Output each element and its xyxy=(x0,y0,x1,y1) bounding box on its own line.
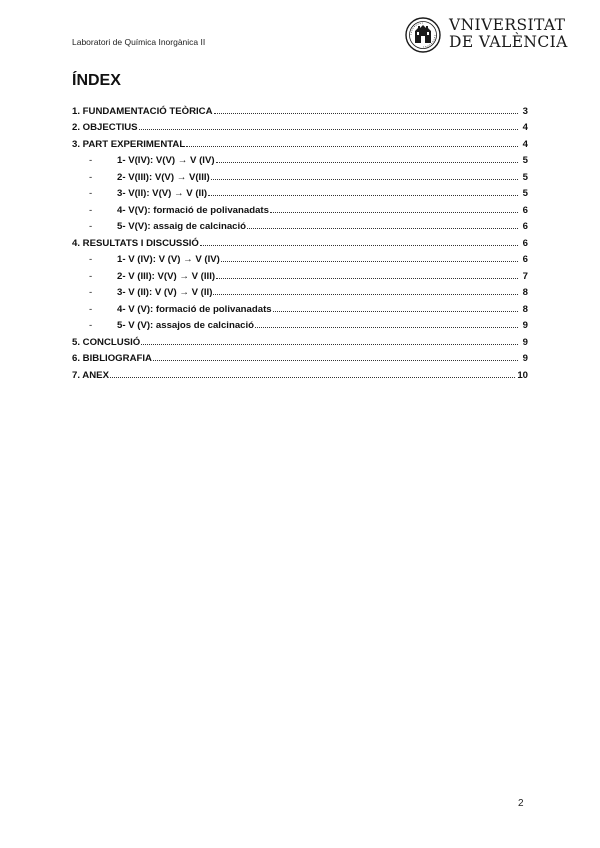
toc-entry[interactable] xyxy=(72,100,528,117)
toc-entry[interactable] xyxy=(72,166,528,183)
toc-dot-leader xyxy=(213,293,518,295)
toc-dot-leader xyxy=(214,112,518,114)
toc-dot-leader xyxy=(270,211,518,213)
toc-entry-page: 5 xyxy=(522,155,528,166)
toc-dot-leader xyxy=(186,145,518,147)
toc-entry-page: 4 xyxy=(522,138,528,150)
toc-bullet: - xyxy=(89,320,93,331)
toc-bullet: - xyxy=(89,254,93,265)
toc-entry-label: 3- V(II): V(V) → V (II) xyxy=(117,188,208,199)
toc-dot-leader xyxy=(200,244,518,246)
toc-entry-page: 9 xyxy=(522,320,528,331)
toc-entry[interactable] xyxy=(72,216,528,233)
toc-entry-label: 5. CONCLUSIÓ xyxy=(72,336,141,348)
toc-entry-page: 4 xyxy=(522,122,528,133)
index-title: ÍNDEX xyxy=(72,72,121,89)
toc-bullet: - xyxy=(89,155,93,166)
toc-entry-page: 3 xyxy=(522,105,528,117)
toc-bullet: - xyxy=(89,303,93,315)
toc-entry-label: 3- V (II): V (V) → V (II) xyxy=(117,287,213,298)
toc-entry-page: 6 xyxy=(522,204,528,216)
table-of-contents xyxy=(72,100,528,381)
toc-entry-label: 2- V(III): V(V) → V(III) xyxy=(117,171,210,183)
toc-entry-page: 8 xyxy=(522,287,528,298)
university-wordmark: VNIVERSITAT DE VALÈNCIA xyxy=(449,16,568,51)
toc-entry-page: 9 xyxy=(522,353,528,364)
toc-dot-leader xyxy=(141,343,518,345)
toc-entry-page: 5 xyxy=(522,188,528,199)
toc-entry-label: 4- V(V): formació de polivanadats xyxy=(117,204,269,216)
toc-entry-page: 6 xyxy=(522,254,528,265)
toc-entry[interactable] xyxy=(72,265,528,282)
toc-bullet: - xyxy=(89,221,93,232)
toc-dot-leader xyxy=(247,227,518,229)
toc-entry[interactable] xyxy=(72,117,528,134)
toc-entry-page: 6 xyxy=(522,237,528,249)
toc-entry-label: 7. ANEX xyxy=(72,369,109,381)
toc-entry-label: 6. BIBLIOGRAFIA xyxy=(72,353,152,364)
toc-entry[interactable] xyxy=(72,133,528,150)
toc-entry-label: 2- V (III): V(V) → V (III) xyxy=(117,270,216,282)
toc-entry-label: 2. OBJECTIUS xyxy=(72,122,138,133)
toc-bullet: - xyxy=(89,188,93,199)
toc-entry[interactable] xyxy=(72,298,528,315)
toc-entry-page: 8 xyxy=(522,303,528,315)
university-logo xyxy=(405,15,568,57)
toc-entry-label: 3. PART EXPERIMENTAL xyxy=(72,138,186,150)
header-course-title: Laboratori de Química Inorgànica II xyxy=(72,37,206,47)
toc-entry[interactable] xyxy=(72,199,528,216)
toc-entry[interactable] xyxy=(72,348,528,365)
toc-dot-leader xyxy=(216,277,518,279)
toc-entry-page: 10 xyxy=(517,369,528,381)
toc-dot-leader xyxy=(211,178,518,180)
toc-entry[interactable] xyxy=(72,183,528,200)
toc-entry-page: 6 xyxy=(522,221,528,232)
page-number: 2 xyxy=(518,798,524,809)
toc-entry-label: 1- V (IV): V (V) → V (IV) xyxy=(117,254,220,265)
toc-entry-page: 9 xyxy=(522,336,528,348)
toc-dot-leader xyxy=(221,260,518,262)
toc-bullet: - xyxy=(89,171,93,183)
toc-entry-label: 1. FUNDAMENTACIÓ TEÒRICA xyxy=(72,105,213,117)
toc-entry-label: 4. RESULTATS I DISCUSSIÓ xyxy=(72,237,199,249)
toc-dot-leader xyxy=(255,326,518,328)
toc-entry[interactable] xyxy=(72,331,528,348)
toc-bullet: - xyxy=(89,204,93,216)
toc-bullet: - xyxy=(89,270,93,282)
toc-entry-label: 5- V (V): assajos de calcinació xyxy=(117,320,255,331)
toc-dot-leader xyxy=(153,359,518,361)
toc-entry-page: 5 xyxy=(522,171,528,183)
toc-bullet: - xyxy=(89,287,93,298)
toc-dot-leader xyxy=(110,376,515,378)
toc-dot-leader xyxy=(273,310,518,312)
toc-dot-leader xyxy=(208,194,518,196)
toc-entry-label: 4- V (V): formació de polivanadats xyxy=(117,303,272,315)
toc-entry[interactable] xyxy=(72,315,528,332)
toc-entry[interactable] xyxy=(72,150,528,167)
toc-entry-page: 7 xyxy=(522,270,528,282)
toc-entry[interactable] xyxy=(72,232,528,249)
toc-entry-label: 5- V(V): assaig de calcinació xyxy=(117,221,247,232)
toc-entry[interactable] xyxy=(72,282,528,299)
toc-entry[interactable] xyxy=(72,249,528,266)
toc-entry[interactable] xyxy=(72,364,528,381)
toc-entry-label: 1- V(IV): V(V) → V (IV) xyxy=(117,155,215,166)
toc-dot-leader xyxy=(216,161,518,163)
university-seal-icon xyxy=(405,17,441,53)
toc-dot-leader xyxy=(139,128,518,130)
